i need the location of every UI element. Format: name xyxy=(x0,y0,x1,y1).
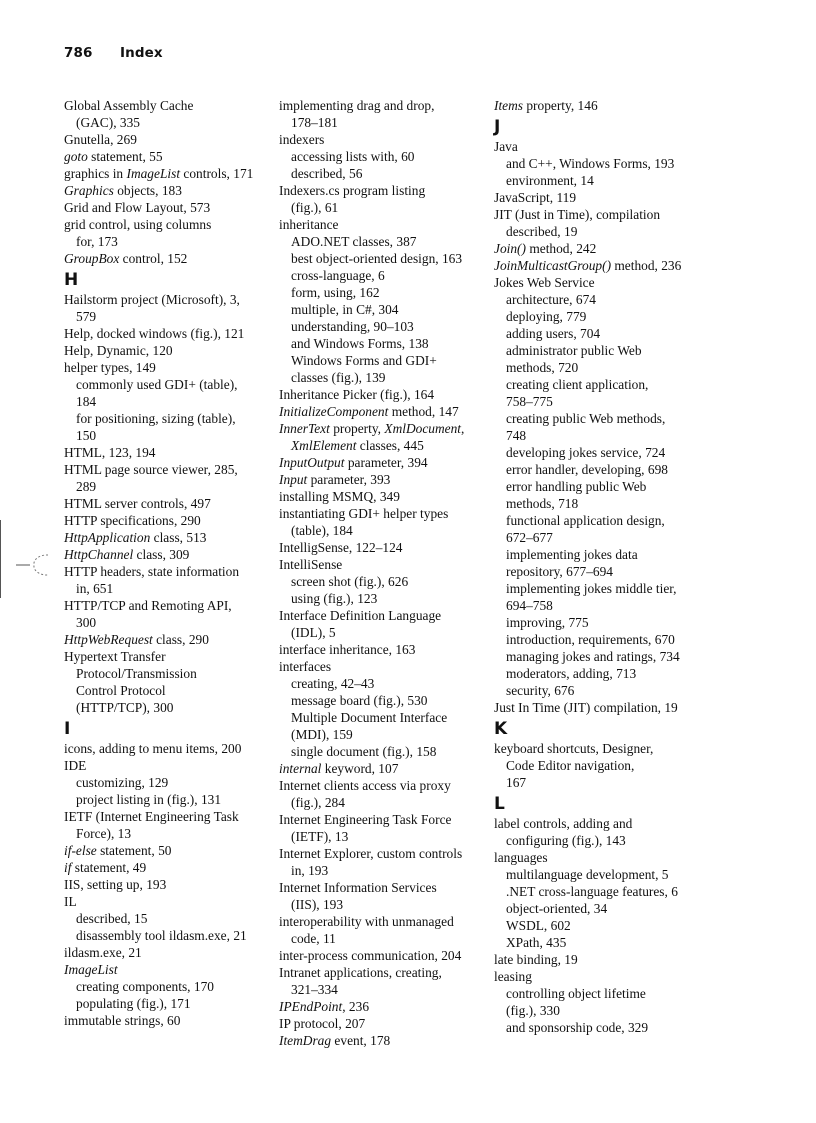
index-continuation: (IDL), 5 xyxy=(291,625,336,640)
index-entry: Just In Time (JIT) compilation, 19 xyxy=(494,700,678,715)
index-entry: Inheritance Picker (fig.), 164 xyxy=(279,387,435,402)
index-subentry: functional application design, xyxy=(506,513,665,528)
index-entry: languages xyxy=(494,850,548,865)
index-entry: grid control, using columns xyxy=(64,217,212,232)
index-entry: HttpChannel class, 309 xyxy=(64,547,190,562)
index-continuation: (fig.), 284 xyxy=(291,795,345,810)
index-subentry: managing jokes and ratings, 734 xyxy=(506,649,680,664)
index-subentry: controlling object lifetime xyxy=(506,986,646,1001)
index-entry: Java xyxy=(494,139,518,154)
index-entry: Internet Engineering Task Force xyxy=(279,812,452,827)
index-subentry: security, 676 xyxy=(506,683,575,698)
index-continuation: 758–775 xyxy=(506,394,553,409)
index-subentry: and sponsorship code, 329 xyxy=(506,1020,649,1035)
index-subentry: creating client application, xyxy=(506,377,649,392)
index-continuation: (MDI), 159 xyxy=(291,727,353,742)
index-entry: InnerText property, XmlDocument, xyxy=(279,421,465,436)
index-entry: if-else statement, 50 xyxy=(64,843,172,858)
index-entry: Intranet applications, creating, xyxy=(279,965,442,980)
index-entry: Internet Information Services xyxy=(279,880,437,895)
index-subentry: creating public Web methods, xyxy=(506,411,666,426)
index-entry: HttpWebRequest class, 290 xyxy=(64,632,209,647)
index-subentry: implementing jokes middle tier, xyxy=(506,581,677,596)
index-entry: inheritance xyxy=(279,217,339,232)
index-entry: IL xyxy=(64,894,77,909)
index-continuation: 579 xyxy=(76,309,97,324)
index-continuation: (IIS), 193 xyxy=(291,897,344,912)
index-entry: Help, docked windows (fig.), 121 xyxy=(64,326,245,341)
index-continuation: XmlElement classes, 445 xyxy=(291,438,424,453)
index-entry: late binding, 19 xyxy=(494,952,578,967)
index-entry: Items property, 146 xyxy=(494,98,598,113)
index-entry: icons, adding to menu items, 200 xyxy=(64,741,242,756)
index-continuation: code, 11 xyxy=(291,931,336,946)
index-subentry: disassembly tool ildasm.exe, 21 xyxy=(76,928,247,943)
index-entry: ImageList xyxy=(64,962,118,977)
index-entry: HTML, 123, 194 xyxy=(64,445,156,460)
index-entry: interoperability with unmanaged xyxy=(279,914,454,929)
index-continuation: 694–758 xyxy=(506,598,553,613)
index-subentry: and C++, Windows Forms, 193 xyxy=(506,156,675,171)
index-subentry: Windows Forms and GDI+ xyxy=(291,353,437,368)
index-subentry: error handling public Web xyxy=(506,479,647,494)
index-subentry: object-oriented, 34 xyxy=(506,901,608,916)
index-entry: Join() method, 242 xyxy=(494,241,597,256)
index-subentry: best object-oriented design, 163 xyxy=(291,251,463,266)
index-subentry: and Windows Forms, 138 xyxy=(291,336,429,351)
index-subentry: creating, 42–43 xyxy=(291,676,375,691)
index-entry: if statement, 49 xyxy=(64,860,147,875)
index-entry: IDE xyxy=(64,758,87,773)
index-continuation: 748 xyxy=(506,428,527,443)
index-subentry: screen shot (fig.), 626 xyxy=(291,574,409,589)
index-continuation: methods, 718 xyxy=(506,496,579,511)
index-subentry: implementing jokes data xyxy=(506,547,638,562)
index-continuation: Protocol/Transmission xyxy=(76,666,197,681)
index-subentry: single document (fig.), 158 xyxy=(291,744,437,759)
index-section-letter: J xyxy=(494,117,501,137)
index-continuation: for, 173 xyxy=(76,234,118,249)
index-entry: IIS, setting up, 193 xyxy=(64,877,167,892)
index-entry: Input parameter, 393 xyxy=(279,472,391,487)
index-continuation: repository, 677–694 xyxy=(506,564,613,579)
index-subentry: error handler, developing, 698 xyxy=(506,462,668,477)
index-entry: IntelliSense xyxy=(279,557,343,572)
index-subentry: described, 15 xyxy=(76,911,148,926)
index-entry: IETF (Internet Engineering Task xyxy=(64,809,239,824)
index-subentry: administrator public Web xyxy=(506,343,642,358)
index-continuation: classes (fig.), 139 xyxy=(291,370,386,385)
index-entry: ItemDrag event, 178 xyxy=(279,1033,391,1048)
index-entry: HTTP headers, state information xyxy=(64,564,240,579)
index-entry: inter-process communication, 204 xyxy=(279,948,462,963)
index-entry: IPEndPoint, 236 xyxy=(279,999,370,1014)
index-continuation: 184 xyxy=(76,394,97,409)
index-continuation: in, 651 xyxy=(76,581,114,596)
index-entry: Hypertext Transfer xyxy=(64,649,166,664)
index-entry: JoinMulticastGroup() method, 236 xyxy=(494,258,682,273)
index-entry: graphics in ImageList controls, 171 xyxy=(64,166,254,181)
index-entry: Global Assembly Cache xyxy=(64,98,194,113)
index-entry: interface inheritance, 163 xyxy=(279,642,416,657)
index-entry: Internet Explorer, custom controls xyxy=(279,846,463,861)
index-entry: instantiating GDI+ helper types xyxy=(279,506,449,521)
index-entry: Interface Definition Language xyxy=(279,608,442,623)
index-entry: Gnutella, 269 xyxy=(64,132,137,147)
index-continuation: 289 xyxy=(76,479,97,494)
margin-crop-mark xyxy=(0,518,62,600)
index-entry: interfaces xyxy=(279,659,332,674)
index-continuation: 150 xyxy=(76,428,97,443)
index-entry: immutable strings, 60 xyxy=(64,1013,181,1028)
index-subentry: described, 56 xyxy=(291,166,363,181)
index-section-letter: K xyxy=(494,719,508,739)
index-subentry: architecture, 674 xyxy=(506,292,596,307)
index-subentry: multilanguage development, 5 xyxy=(506,867,669,882)
index-entry: ildasm.exe, 21 xyxy=(64,945,142,960)
index-subentry: form, using, 162 xyxy=(291,285,380,300)
index-column-1 xyxy=(64,97,269,1029)
index-entry: JIT (Just in Time), compilation xyxy=(494,207,661,222)
index-subentry: Multiple Document Interface xyxy=(291,710,448,725)
index-column-3 xyxy=(494,97,719,1036)
index-entry: leasing xyxy=(494,969,532,984)
index-continuation: (GAC), 335 xyxy=(76,115,140,130)
index-subentry: customizing, 129 xyxy=(76,775,169,790)
index-continuation: (fig.), 61 xyxy=(291,200,339,215)
index-entry: internal keyword, 107 xyxy=(279,761,399,776)
index-subentry: adding users, 704 xyxy=(506,326,601,341)
index-entry: HTML server controls, 497 xyxy=(64,496,211,511)
page-title: Index xyxy=(120,45,163,61)
index-subentry: message board (fig.), 530 xyxy=(291,693,428,708)
index-entry: Grid and Flow Layout, 573 xyxy=(64,200,211,215)
index-entry: Help, Dynamic, 120 xyxy=(64,343,173,358)
index-entry: HTTP specifications, 290 xyxy=(64,513,201,528)
index-entry: keyboard shortcuts, Designer, xyxy=(494,741,654,756)
index-continuation: Code Editor navigation, xyxy=(506,758,635,773)
index-subentry: introduction, requirements, 670 xyxy=(506,632,675,647)
index-subentry: .NET cross-language features, 6 xyxy=(506,884,678,899)
index-entry: InputOutput parameter, 394 xyxy=(279,455,428,470)
index-continuation: methods, 720 xyxy=(506,360,579,375)
index-subentry: populating (fig.), 171 xyxy=(76,996,191,1011)
index-entry: IntelligSense, 122–124 xyxy=(279,540,403,555)
page-header xyxy=(64,45,163,61)
index-entry: indexers xyxy=(279,132,325,147)
index-entry: label controls, adding and xyxy=(494,816,633,831)
index-subentry: understanding, 90–103 xyxy=(291,319,414,334)
index-section-letter: L xyxy=(494,794,505,814)
index-subentry: commonly used GDI+ (table), xyxy=(76,377,238,392)
index-continuation: 300 xyxy=(76,615,97,630)
index-entry: HttpApplication class, 513 xyxy=(64,530,207,545)
index-subentry: cross-language, 6 xyxy=(291,268,385,283)
index-subentry: project listing in (fig.), 131 xyxy=(76,792,222,807)
index-subentry: ADO.NET classes, 387 xyxy=(291,234,417,249)
index-entry: helper types, 149 xyxy=(64,360,156,375)
index-subentry: WSDL, 602 xyxy=(506,918,571,933)
index-entry: JavaScript, 119 xyxy=(494,190,577,205)
index-column-2 xyxy=(279,97,484,1049)
index-entry: HTML page source viewer, 285, xyxy=(64,462,238,477)
index-subentry: for positioning, sizing (table), xyxy=(76,411,236,426)
index-continuation: (fig.), 330 xyxy=(506,1003,560,1018)
index-entry: Indexers.cs program listing xyxy=(279,183,426,198)
index-entry: implementing drag and drop, xyxy=(279,98,435,113)
index-subentry: accessing lists with, 60 xyxy=(291,149,415,164)
index-entry: IP protocol, 207 xyxy=(279,1016,366,1031)
index-continuation: 672–677 xyxy=(506,530,553,545)
index-continuation: (IETF), 13 xyxy=(291,829,349,844)
index-entry: Internet clients access via proxy xyxy=(279,778,451,793)
index-entry: Jokes Web Service xyxy=(494,275,595,290)
index-continuation: described, 19 xyxy=(506,224,578,239)
index-subentry: using (fig.), 123 xyxy=(291,591,378,606)
index-subentry: deploying, 779 xyxy=(506,309,587,324)
index-entry: goto statement, 55 xyxy=(64,149,163,164)
index-subentry: XPath, 435 xyxy=(506,935,567,950)
index-entry: GroupBox control, 152 xyxy=(64,251,188,266)
index-subentry: developing jokes service, 724 xyxy=(506,445,666,460)
index-continuation: 321–334 xyxy=(291,982,338,997)
index-entry: InitializeComponent method, 147 xyxy=(279,404,459,419)
index-entry: installing MSMQ, 349 xyxy=(279,489,400,504)
index-continuation: Force), 13 xyxy=(76,826,132,841)
index-continuation: 178–181 xyxy=(291,115,338,130)
index-continuation: 167 xyxy=(506,775,527,790)
index-section-letter: H xyxy=(64,270,79,290)
page-number: 786 xyxy=(64,45,93,61)
index-subentry: improving, 775 xyxy=(506,615,589,630)
index-continuation: in, 193 xyxy=(291,863,329,878)
index-continuation: Control Protocol xyxy=(76,683,166,698)
index-subentry: environment, 14 xyxy=(506,173,594,188)
index-continuation: (table), 184 xyxy=(291,523,353,538)
index-continuation: (HTTP/TCP), 300 xyxy=(76,700,174,715)
index-subentry: multiple, in C#, 304 xyxy=(291,302,399,317)
index-continuation: configuring (fig.), 143 xyxy=(506,833,626,848)
index-subentry: creating components, 170 xyxy=(76,979,214,994)
index-entry: HTTP/TCP and Remoting API, xyxy=(64,598,232,613)
index-entry: Hailstorm project (Microsoft), 3, xyxy=(64,292,240,307)
index-entry: Graphics objects, 183 xyxy=(64,183,182,198)
index-section-letter: I xyxy=(64,719,71,739)
index-subentry: moderators, adding, 713 xyxy=(506,666,637,681)
